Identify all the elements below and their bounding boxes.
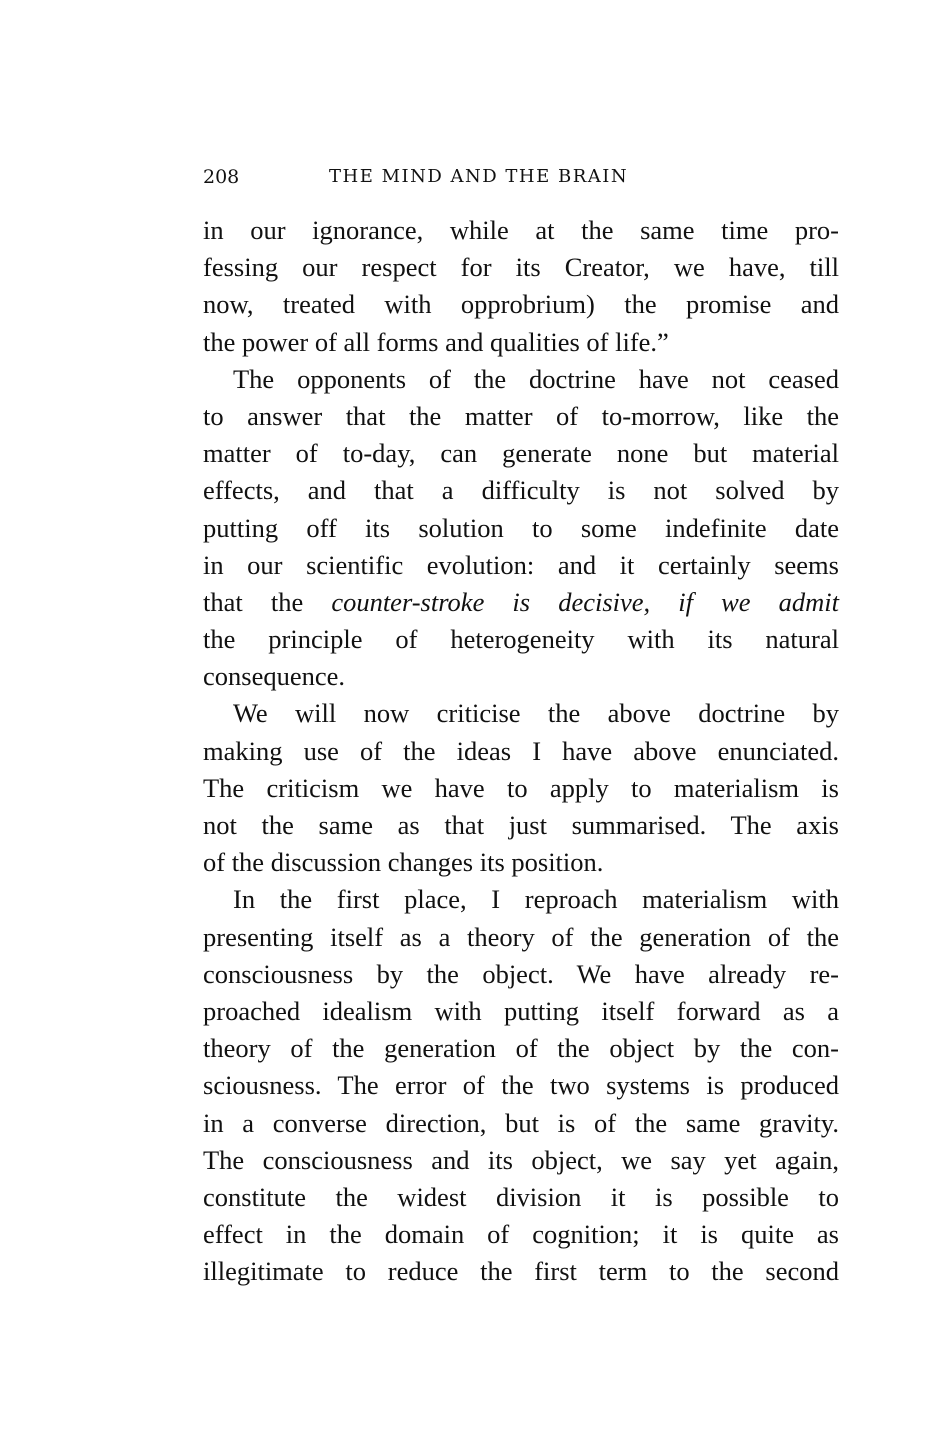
paragraph <box>203 212 839 361</box>
text-line: matter of to-day, can generate none but material <box>203 438 839 469</box>
text-line: in a converse direction, but is of the same gravity. <box>203 1107 839 1138</box>
text-line: The criticism we have to apply to materialism is <box>203 772 839 803</box>
text-line: the power of all forms and qualities of life.” <box>203 326 669 357</box>
text-line: effect in the domain of cognition; it is quite as <box>203 1219 839 1250</box>
text-line: constitute the widest division it is possible to <box>203 1181 839 1212</box>
text-line: now, treated with opprobrium) the promise and <box>203 289 839 320</box>
page-number: 208 <box>203 166 240 188</box>
text-line-italic-phrase: that the counter-stroke is decisive, if we admit <box>203 586 839 617</box>
text-line: In the first place, I reproach materialism with <box>233 884 839 915</box>
text-line: sciousness. The error of the two systems is produced <box>203 1070 839 1101</box>
running-title: THE MIND AND THE BRAIN <box>329 166 629 187</box>
paragraph <box>203 361 839 696</box>
text-line: in our ignorance, while at the same time pro- <box>203 215 839 245</box>
text-line: to answer that the matter of to-morrow, like the <box>203 400 839 431</box>
text-line: effects, and that a difficulty is not solved by <box>203 475 839 506</box>
text-line: in our scientific evolution: and it certainly seems <box>203 549 839 580</box>
paragraph <box>203 881 839 1290</box>
text-line: making use of the ideas I have above enunciated. <box>203 735 839 766</box>
text-line: The consciousness and its object, we say yet again, <box>203 1144 839 1175</box>
text-line: proached idealism with putting itself forward as a <box>203 995 839 1026</box>
text-line: putting off its solution to some indefinite date <box>203 512 839 543</box>
text-line: We will now criticise the above doctrine by <box>233 698 839 729</box>
text-line: presenting itself as a theory of the generation of the <box>203 921 839 952</box>
body-text <box>203 212 839 1290</box>
text-line: consciousness by the object. We have already re- <box>203 958 839 989</box>
text-line: the principle of heterogeneity with its natural <box>203 624 839 655</box>
text-line: of the discussion changes its position. <box>203 847 604 878</box>
text-line: The opponents of the doctrine have not ceased <box>233 363 839 394</box>
book-page <box>203 162 839 1290</box>
text-line: theory of the generation of the object by the con- <box>203 1033 839 1064</box>
text-line: not the same as that just summarised. The axis <box>203 810 839 840</box>
text-line: illegitimate to reduce the first term to the second <box>203 1256 839 1287</box>
page-header <box>203 162 839 192</box>
text-line: consequence. <box>203 661 345 692</box>
paragraph <box>203 695 839 881</box>
text-line: fessing our respect for its Creator, we have, till <box>203 252 839 283</box>
italic-phrase: counter-stroke is decisive, if we admit <box>331 586 839 617</box>
